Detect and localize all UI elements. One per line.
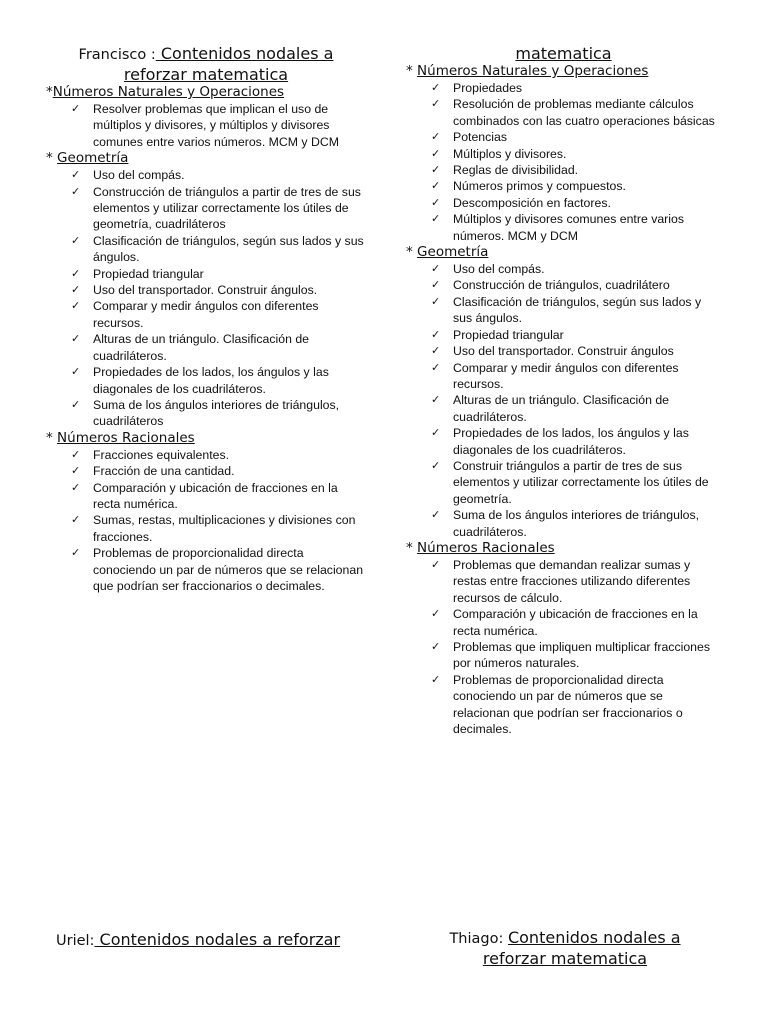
item-text: Suma de los ángulos interiores de triángulos, cuadriláteros — [93, 397, 340, 429]
check-icon: ✓ — [71, 299, 81, 313]
section-heading: Números Naturales y Operaciones — [52, 84, 285, 100]
item-text: Construir triángulos a partir de tres de sus elementos y utilizar correctamente los útiles de geometría. — [453, 458, 709, 506]
check-icon: ✓ — [431, 97, 441, 111]
student-name-francisco: Francisco : — [78, 47, 156, 63]
item-text: Uso del compás. — [93, 168, 185, 183]
list-item — [46, 397, 366, 430]
list-item — [406, 672, 721, 738]
item-text: Suma de los ángulos interiores de triángulos, cuadriláteros. — [453, 508, 700, 539]
list-item — [406, 639, 721, 672]
item-text: Propiedades de los lados, los ángulos y las diagonales de los cuadriláteros. — [453, 426, 689, 457]
item-text: Fracciones equivalentes. — [93, 447, 230, 462]
item-text: Uso del compás. — [453, 262, 545, 277]
list-item — [406, 146, 721, 162]
check-icon: ✓ — [71, 480, 81, 494]
bullet-asterisk: * — [46, 150, 58, 167]
list-item — [46, 463, 366, 479]
list-item — [406, 327, 721, 343]
section-heading: Geometría — [57, 150, 129, 167]
item-text: Uso del transportador. Construir ángulos — [453, 344, 674, 359]
check-icon: ✓ — [431, 179, 441, 193]
list-item — [46, 282, 366, 298]
check-icon: ✓ — [71, 184, 81, 198]
check-icon: ✓ — [431, 640, 441, 653]
check-icon: ✓ — [431, 212, 441, 226]
list-item — [46, 298, 366, 331]
check-icon: ✓ — [71, 102, 81, 115]
left-column — [46, 0, 366, 594]
student-name-thiago: Thiago: — [449, 931, 508, 947]
item-text: Alturas de un triángulo. Clasificación de cuadriláteros. — [93, 332, 310, 363]
check-icon: ✓ — [431, 344, 441, 358]
item-text: Resolución de problemas mediante cálculos combinados con las cuatro operaciones básicas — [453, 97, 715, 128]
item-text: Propiedades — [453, 81, 523, 95]
item-text: Alturas de un triángulo. Clasificación de cuadriláteros. — [453, 393, 670, 424]
list-item — [406, 606, 721, 639]
list-item — [406, 162, 721, 178]
check-icon: ✓ — [431, 262, 441, 276]
item-text: Construcción de triángulos a partir de tres de sus elementos y utilizar correctamente los útiles de geometría, cuadriláteros — [93, 184, 361, 232]
right-list-racionales — [406, 557, 721, 737]
item-text: Comparación y ubicación de fracciones en la recta numérica. — [93, 480, 338, 511]
bullet-asterisk: * — [46, 429, 58, 446]
check-icon: ✓ — [71, 168, 81, 182]
item-text: Descomposición en factores. — [453, 195, 611, 210]
list-item — [46, 545, 366, 594]
right-section-racionales — [406, 540, 721, 557]
item-text: Clasificación de triángulos, según sus lados y sus ángulos. — [93, 233, 364, 265]
item-text: Propiedad triangular — [93, 266, 204, 281]
footer-uriel-heading — [46, 930, 346, 951]
item-text: Múltiplos y divisores. — [453, 146, 567, 161]
check-icon: ✓ — [431, 508, 441, 522]
check-icon: ✓ — [431, 163, 441, 177]
list-item — [406, 343, 721, 359]
left-title-text: Contenidos nodales a reforzar matematica — [123, 44, 334, 84]
item-text: Múltiplos y divisores comunes entre varios números. MCM y DCM — [453, 212, 684, 243]
list-item — [46, 480, 366, 513]
list-item — [406, 458, 721, 507]
check-icon: ✓ — [431, 195, 441, 209]
list-item — [406, 425, 721, 458]
left-list-naturales — [46, 101, 366, 150]
list-item — [406, 277, 721, 293]
check-icon: ✓ — [431, 458, 441, 472]
section-heading: Geometría — [417, 244, 489, 261]
list-item — [46, 101, 366, 150]
check-icon: ✓ — [431, 360, 441, 374]
bullet-asterisk: * — [46, 84, 53, 100]
left-section-geometria — [46, 150, 366, 167]
item-text: Problemas de proporcionalidad directa conociendo un par de números que se relacionan que podrían ser fraccionarios o decimales. — [453, 672, 683, 737]
check-icon: ✓ — [71, 513, 81, 527]
left-title — [46, 44, 366, 84]
right-column — [406, 0, 721, 737]
left-list-racionales — [46, 447, 366, 595]
list-item — [406, 211, 721, 244]
bullet-asterisk: * — [406, 539, 418, 556]
check-icon: ✓ — [71, 365, 81, 379]
check-icon: ✓ — [71, 464, 81, 478]
list-item — [406, 294, 721, 327]
check-icon: ✓ — [431, 327, 441, 341]
right-section-naturales — [406, 63, 721, 80]
check-icon: ✓ — [71, 266, 81, 280]
right-title-text: matematica — [515, 44, 612, 63]
list-item — [46, 184, 366, 233]
check-icon: ✓ — [431, 393, 441, 407]
check-icon: ✓ — [431, 278, 441, 292]
item-text: Fracción de una cantidad. — [93, 464, 235, 479]
left-list-geometria — [46, 167, 366, 430]
item-text: Problemas que demandan realizar sumas y restas entre fracciones utilizando diferentes recursos de cálculo. — [453, 557, 691, 605]
check-icon: ✓ — [71, 546, 81, 560]
item-text: Clasificación de triángulos, según sus lados y sus ángulos. — [453, 294, 702, 326]
item-text: Números primos y compuestos. — [453, 179, 626, 194]
bullet-asterisk: * — [406, 63, 418, 79]
section-heading: Números Racionales — [57, 429, 195, 446]
list-item — [406, 129, 721, 145]
check-icon: ✓ — [431, 81, 441, 94]
item-text: Propiedad triangular — [453, 327, 564, 342]
uriel-title-text: Contenidos nodales a reforzar — [94, 930, 341, 949]
list-item — [406, 261, 721, 277]
item-text: Resolver problemas que implican el uso de múltiplos y divisores, y múltiplos y divisores comunes entre varios números. MCM y DCM — [93, 102, 340, 149]
check-icon: ✓ — [431, 557, 441, 571]
check-icon: ✓ — [71, 283, 81, 297]
item-text: Reglas de divisibilidad. — [453, 163, 579, 178]
list-item — [46, 364, 366, 397]
item-text: Potencias — [453, 130, 508, 145]
right-list-geometria — [406, 261, 721, 540]
check-icon: ✓ — [71, 397, 81, 411]
item-text: Comparar y medir ángulos con diferentes recursos. — [453, 360, 679, 391]
list-item — [406, 557, 721, 606]
section-heading: Números Naturales y Operaciones — [417, 63, 649, 79]
list-item — [46, 233, 366, 266]
check-icon: ✓ — [71, 233, 81, 247]
bullet-asterisk: * — [406, 244, 418, 261]
list-item — [406, 96, 721, 129]
check-icon: ✓ — [71, 447, 81, 461]
check-icon: ✓ — [431, 607, 441, 621]
item-text: Problemas de proporcionalidad directa conociendo un par de números que se relacionan que podrían ser fraccionarios o decimales. — [93, 546, 364, 593]
right-list-naturales — [406, 80, 721, 244]
list-item — [406, 80, 721, 96]
check-icon: ✓ — [431, 130, 441, 144]
list-item — [46, 331, 366, 364]
thiago-title-text: Contenidos nodales a reforzar matematica — [482, 928, 681, 968]
section-heading: Números Racionales — [417, 539, 555, 556]
check-icon: ✓ — [431, 672, 441, 686]
check-icon: ✓ — [431, 294, 441, 308]
item-text: Comparar y medir ángulos con diferentes recursos. — [93, 299, 319, 330]
item-text: Sumas, restas, multiplicaciones y divisiones con fracciones. — [93, 513, 356, 544]
list-item — [46, 266, 366, 282]
list-item — [46, 512, 366, 545]
footer-thiago-heading — [420, 928, 710, 968]
list-item — [46, 447, 366, 463]
student-name-uriel: Uriel: — [56, 933, 95, 949]
check-icon: ✓ — [431, 426, 441, 440]
list-item — [406, 178, 721, 194]
item-text: Construcción de triángulos, cuadrilátero — [453, 278, 670, 293]
item-text: Comparación y ubicación de fracciones en la recta numérica. — [453, 607, 698, 638]
check-icon: ✓ — [431, 146, 441, 160]
item-text: Uso del transportador. Construir ángulos. — [93, 283, 318, 298]
list-item — [406, 195, 721, 211]
item-text: Problemas que impliquen multiplicar fracciones por números naturales. — [453, 640, 710, 671]
left-section-racionales — [46, 430, 366, 447]
left-section-naturales — [46, 84, 366, 101]
check-icon: ✓ — [71, 332, 81, 346]
list-item — [406, 392, 721, 425]
right-section-geometria — [406, 244, 721, 261]
list-item — [46, 167, 366, 183]
list-item — [406, 507, 721, 540]
list-item — [406, 360, 721, 393]
item-text: Propiedades de los lados, los ángulos y las diagonales de los cuadriláteros. — [93, 365, 329, 396]
right-title — [406, 44, 721, 63]
